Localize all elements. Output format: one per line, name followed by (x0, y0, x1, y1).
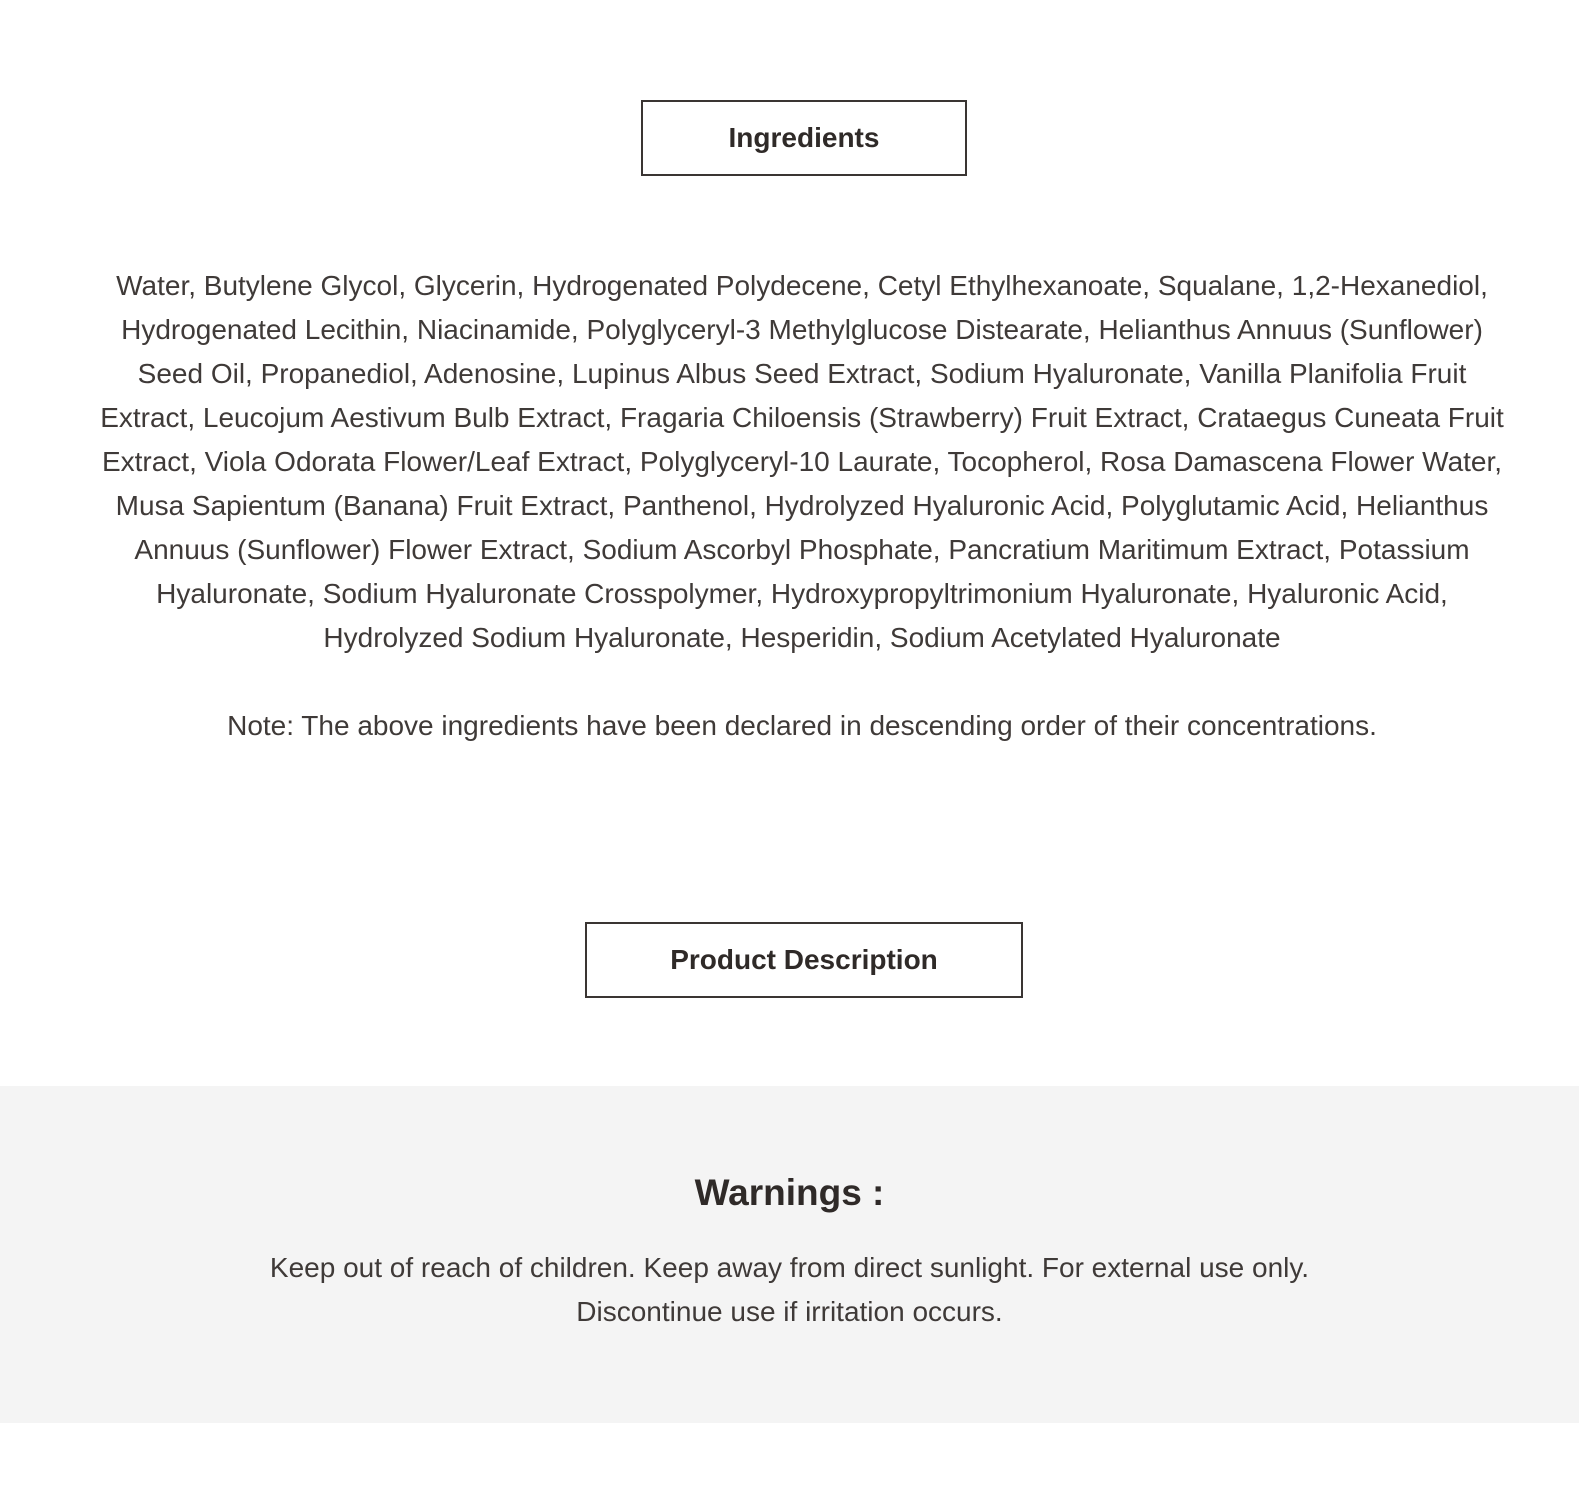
ingredients-list: Water, Butylene Glycol, Glycerin, Hydrogenated Polydecene, Cetyl Ethylhexanoate, Squalane, 1,2-Hexanediol, Hydrogenated Lecithin, Niacinamide, Polyglyceryl-3 Methylglucose Distearate, Helianthus Annuus (Sunflower) Seed Oil, Propanediol, Adenosine, Lupinus Albus Seed Extract, Sodium Hyaluronate, Vanilla Planifolia Fruit Extract, Leucojum Aestivum Bulb Extract, Fragaria Chiloensis (Strawberry) Fruit Extract, Crataegus Cuneata Fruit Extract, Viola Odorata Flower/Leaf Extract, Polyglyceryl-10 Laurate, Tocopherol, Rosa Damascena Flower Water, Musa Sapientum (Banana) Fruit Extract, Panthenol, Hydrolyzed Hyaluronic Acid, Polyglutamic Acid, Helianthus Annuus (Sunflower) Flower Extract, Sodium Ascorbyl Phosphate, Pancratium Maritimum Extract, Potassium Hyaluronate, Sodium Hyaluronate Crosspolymer, Hydroxypropyltrimonium Hyaluronate, Hyaluronic Acid, Hydrolyzed Sodium Hyaluronate, Hesperidin, Sodium Acetylated Hyaluronate (100, 270, 1504, 653)
warnings-panel (0, 1086, 1579, 1423)
warnings-text-line-2: Discontinue use if irritation occurs. (576, 1296, 1003, 1327)
ingredients-heading[interactable]: Ingredients (641, 100, 967, 176)
warnings-text-line-1: Keep out of reach of children. Keep away from direct sunlight. For external use only. (269, 1252, 1310, 1283)
ingredients-note: Note: The above ingredients have been declared in descending order of their concentrations. (227, 710, 1377, 741)
warnings-text (240, 1246, 1339, 1334)
warnings-title: Warnings : (694, 1172, 885, 1213)
product-description-heading[interactable]: Product Description (585, 922, 1023, 998)
